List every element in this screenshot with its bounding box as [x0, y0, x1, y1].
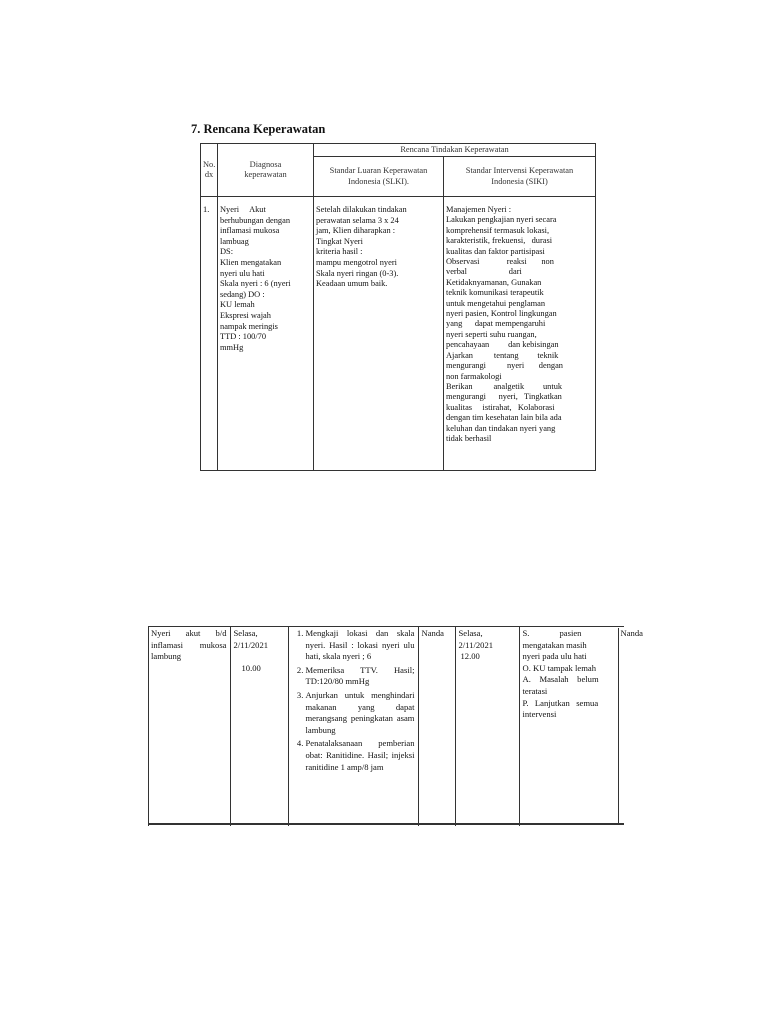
- diagnosa-line: lambuag: [220, 236, 249, 246]
- evaluasi-line: P. Lanjutkan semua: [522, 697, 599, 708]
- slki-line: perawatan selama 3 x 24: [316, 215, 399, 225]
- slki-line: kriteria hasil :: [316, 247, 363, 257]
- cell-waktu-2: [455, 627, 519, 827]
- cell-diagnosa: [218, 197, 314, 471]
- siki-line: Ketidaknyamanan, Gunakan: [446, 277, 542, 287]
- table-bottom-border: [148, 823, 624, 1025]
- date-label: 2/11/2021: [458, 639, 494, 650]
- care-plan-table: [200, 143, 596, 471]
- slki-line: Skala nyeri ringan (0-3).: [316, 268, 399, 278]
- header-rencana: [314, 144, 596, 157]
- diagnosa-line: TTD : 100/70: [220, 332, 267, 342]
- siki-line: nyeri pasien, Kontrol lingkungan: [446, 309, 557, 319]
- header-slki-label: Standar Luaran Keperawatan Indonesia (SLKI).: [329, 165, 428, 186]
- siki-line: verbal dari: [446, 267, 522, 277]
- slki-line: Setelah dilakukan tindakan: [316, 205, 407, 214]
- diagnosa-line: Nyeri Akut: [220, 205, 266, 214]
- siki-line: komprehensif termasuk lokasi,: [446, 225, 550, 235]
- cell-evaluasi: [519, 627, 643, 827]
- diagnosa-line: berhubungan dengan: [220, 215, 291, 225]
- siki-line: kualitas dan faktor partisipasi: [446, 246, 545, 256]
- list-item: 2. Memeriksa TTV. Hasil; TD:120/80 mmHg: [306, 665, 415, 688]
- evaluasi-line: intervensi: [522, 709, 557, 720]
- slki-line: Keadaan umum baik.: [316, 279, 388, 289]
- evaluasi-line: mengatakan masih: [522, 639, 587, 650]
- diagnosa-line: nampak meringis: [220, 321, 278, 331]
- cell-siki: [444, 197, 596, 471]
- slki-line: mampu mengotrol nyeri: [316, 257, 397, 267]
- evaluasi-line: O. KU tampak lemah: [522, 662, 597, 673]
- evaluasi-line: teratasi: [522, 685, 548, 696]
- day-label: Selasa,: [458, 628, 483, 638]
- diagnosa-line: Klien mengatakan: [220, 257, 282, 267]
- siki-line: untuk mengetahui penglaman: [446, 298, 546, 308]
- diagnosa-line: Ekspresi wajah: [220, 310, 271, 320]
- siki-line: teknik komunikasi terapeutik: [446, 288, 544, 298]
- section-heading: 7. Rencana Keperawatan: [191, 122, 326, 136]
- diagnosa-line: mmHg: [220, 342, 244, 352]
- cell-no: [201, 197, 218, 471]
- evaluasi-line: A. Masalah belum: [522, 674, 599, 685]
- siki-line: karakteristik, frekuensi, durasi: [446, 236, 553, 246]
- diagnosa-line: sedang) DO :: [220, 289, 265, 299]
- cell-tindakan: [288, 627, 418, 827]
- siki-line: Observasi reaksi non: [446, 257, 554, 267]
- list-item: 3. Anjurkan untuk menghindari makanan yang dapat merangsang peningkatan asam lambung: [306, 690, 415, 736]
- siki-line: keluhan dan tindakan nyeri yang: [446, 423, 556, 433]
- siki-line: tidak berhasil: [446, 433, 492, 443]
- header-rencana-label: Rencana Tindakan Keperawatan: [400, 145, 509, 154]
- list-item: 4. Penatalaksanaan pemberian obat: Ranitidine. Hasil; injeksi ranitidine 1 amp/8 jam: [306, 738, 415, 773]
- siki-line: Ajarkan tentang teknik: [446, 350, 559, 360]
- time-label: 12.00: [460, 651, 480, 662]
- header-siki: [444, 157, 596, 197]
- header-diagnosa-label: Diagnosa keperawatan: [244, 160, 287, 179]
- diagnosa-text: Nyeri akut b/d inflamasi mukosa lambung: [151, 628, 229, 662]
- siki-line: mengurangi nyeri, Tingkatkan: [446, 392, 562, 402]
- evaluasi-line: S. pasien: [522, 628, 582, 638]
- siki-line: dengan tim kesehatan lain bila ada: [446, 413, 562, 423]
- siki-line: yang dapat mempengaruhi: [446, 319, 546, 329]
- day-label: Selasa,: [233, 628, 258, 638]
- nurse-name: Nanda: [421, 628, 444, 638]
- table-row: [148, 627, 624, 827]
- diagnosa-line: inflamasi mukosa: [220, 226, 280, 236]
- siki-line: Manajemen Nyeri :: [446, 205, 512, 214]
- diagnosa-line: Skala nyeri : 6 (nyeri: [220, 279, 291, 289]
- header-siki-label: Standar Intervensi Keperawatan Indonesia (SIKI): [465, 165, 574, 186]
- diagnosa-line: KU lemah: [220, 300, 255, 310]
- diagnosa-line: nyeri ulu hati: [220, 268, 265, 278]
- evaluasi-line: nyeri pada ulu hati: [522, 651, 587, 662]
- siki-line: Lakukan pengkajian nyeri secara: [446, 215, 557, 225]
- date-label: 2/11/2021: [233, 639, 269, 650]
- header-diagnosa: [218, 144, 314, 197]
- row-number: 1.: [203, 205, 210, 214]
- cell-diagnosa-2: [148, 627, 230, 827]
- list-item: 1. Mengkaji lokasi dan skala nyeri. Hasil : lokasi nyeri ulu hati, skala nyeri ; 6: [306, 628, 415, 663]
- header-no-dx: [201, 144, 218, 197]
- siki-line: kualitas istirahat, Kolaborasi: [446, 402, 555, 412]
- nurse-name: Nanda: [618, 628, 643, 824]
- header-slki: [314, 157, 444, 197]
- siki-line: pencahayaan dan kebisingan: [446, 340, 559, 350]
- cell-paraf-1: [418, 627, 455, 827]
- table-row: [201, 197, 596, 471]
- siki-line: non farmakologi: [446, 371, 502, 381]
- diagnosa-line: DS:: [220, 247, 234, 257]
- time-label: 10.00: [241, 663, 261, 674]
- cell-waktu-1: [230, 627, 288, 827]
- header-no-dx-label: No. dx: [203, 160, 216, 179]
- cell-slki: [314, 197, 444, 471]
- slki-line: Tingkat Nyeri: [316, 236, 363, 246]
- siki-line: Berikan analgetik untuk: [446, 381, 563, 391]
- implementation-table: [148, 626, 643, 826]
- siki-line: mengurangi nyeri dengan: [446, 361, 563, 371]
- slki-line: jam, Klien diharapkan :: [316, 226, 396, 236]
- siki-line: nyeri seperti suhu ruangan,: [446, 329, 537, 339]
